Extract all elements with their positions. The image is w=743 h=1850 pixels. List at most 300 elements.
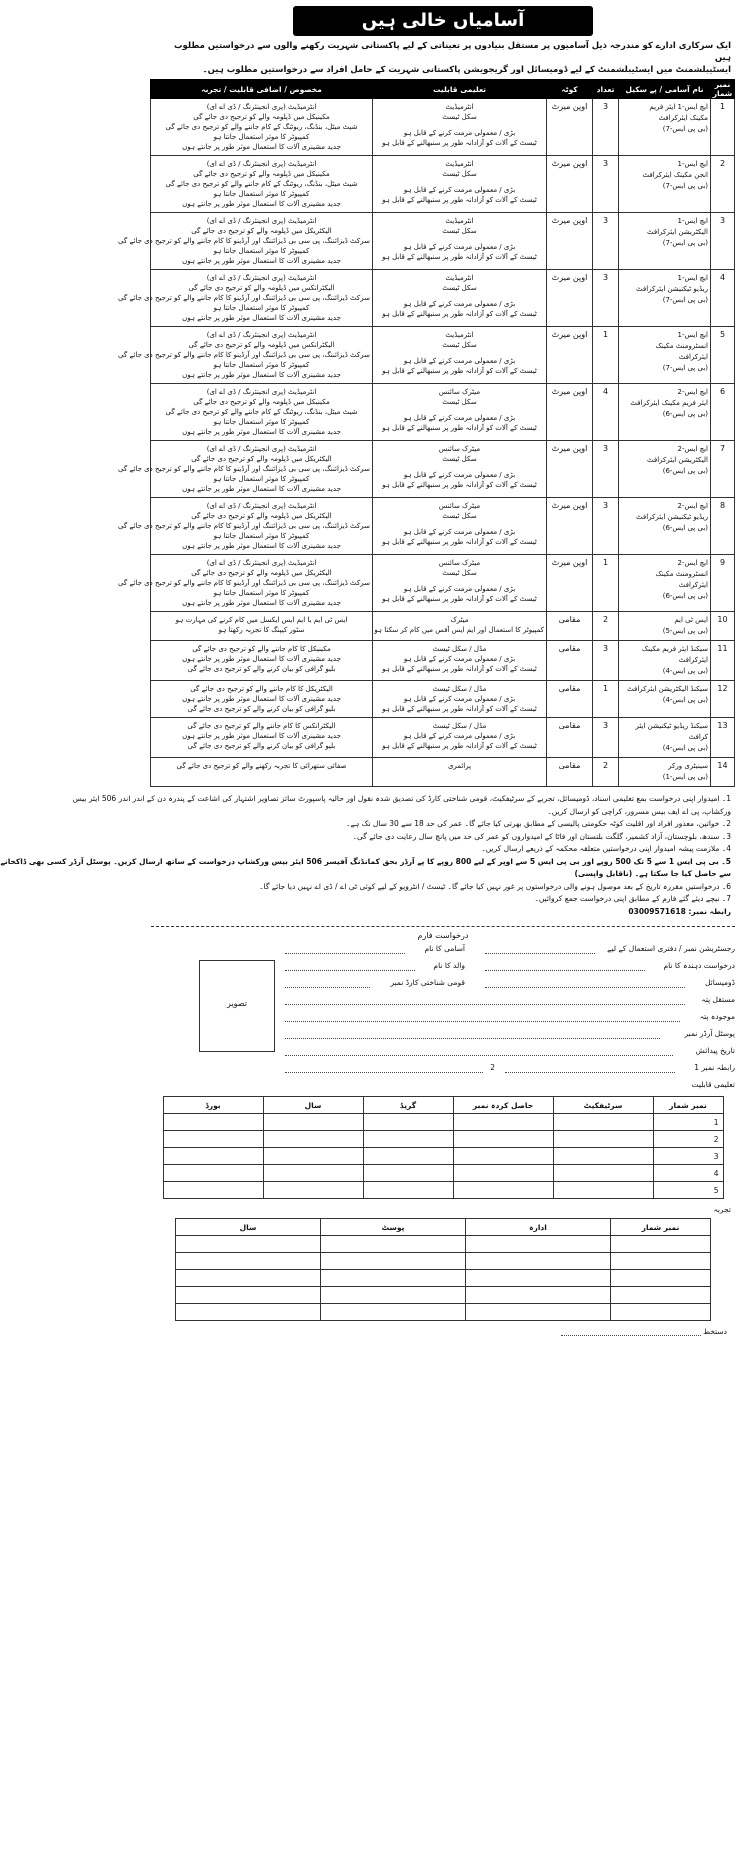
serial-number: 11	[711, 641, 735, 681]
education-requirement	[373, 718, 547, 758]
edu-col-header: بورڈ	[163, 1097, 263, 1114]
quota: اوپن میرٹ	[547, 99, 593, 156]
col-header: نمبر شمار	[711, 80, 735, 99]
reg-field[interactable]	[485, 944, 595, 954]
quota: اوپن میرٹ	[547, 384, 593, 441]
cell[interactable]	[363, 1148, 453, 1165]
domicile-label: ڈومیسائل	[705, 978, 735, 987]
experience-requirement-line: بلیو گرافی کو بیان کرنے والے کو ترجیح دی جائے گی	[187, 665, 336, 673]
cell[interactable]	[363, 1165, 453, 1182]
dob-label: تاریخ پیدائش	[695, 1046, 735, 1055]
cell[interactable]	[466, 1253, 611, 1270]
contact1-field[interactable]	[505, 1063, 675, 1073]
quota: مقامی	[547, 681, 593, 718]
cell[interactable]	[611, 1270, 711, 1287]
post-name-line: ریڈیو ٹیکنیشن ایئرکرافٹ	[636, 513, 708, 521]
signature-row	[151, 1321, 735, 1336]
cell[interactable]	[466, 1236, 611, 1253]
exp-col-header: نمبر شمار	[611, 1219, 711, 1236]
post-name	[619, 441, 711, 498]
quota: مقامی	[547, 718, 593, 758]
post-count: 1	[593, 327, 619, 384]
table-row	[151, 441, 735, 498]
experience-requirement-line: شیٹ میٹل، بنڈنگ، ریوٹنگ کے کام جاننے والے کو ترجیح دی جائے گی	[165, 180, 358, 188]
experience-requirement-line: سرکٹ ڈیزائننگ، پی سی بی ڈیزائننگ اور آرڈینو کا کام جاننے والے کو ترجیح دی جائے گی	[118, 237, 370, 245]
education-requirement-line: سکل ٹیسٹ	[442, 341, 477, 349]
cell[interactable]	[176, 1287, 321, 1304]
experience-requirement-line: جدید مشینری آلات کا استعمال موثر طور پر جانتے ہوں	[182, 655, 341, 663]
address-label: مستقل پتہ	[701, 995, 735, 1004]
form-row	[151, 944, 735, 958]
experience-requirement-line: جدید مشینری آلات کا استعمال موثر طور پر جانتے ہوں	[182, 200, 341, 208]
cell[interactable]	[176, 1253, 321, 1270]
experience-requirement-line: سرکٹ ڈیزائننگ، پی سی بی ڈیزائننگ اور آرڈینو کا کام جاننے والے کو ترجیح دی جائے گی	[118, 351, 370, 359]
col-header: تعلیمی قابلیت	[373, 80, 547, 99]
education-requirement-line: میٹرک سائنس	[438, 502, 481, 510]
table-row	[176, 1253, 711, 1270]
serial-number: 10	[711, 612, 735, 641]
cnic-field[interactable]	[285, 978, 370, 988]
education-requirement-line: بڑی / معمولی مرمت کرنے کے قابل ہو	[403, 585, 516, 593]
experience-requirement-line: جدید مشینری آلات کا استعمال موثر طور پر جانتے ہوں	[182, 314, 341, 322]
quota: اوپن میرٹ	[547, 441, 593, 498]
serial-number: 4	[711, 270, 735, 327]
education-requirement	[373, 498, 547, 555]
post-name-line: انجن مکینک ایئرکرافٹ	[642, 171, 708, 179]
note-line: 2۔ خواتین، معذور افراد اور اقلیت کوٹہ حکومتی پالیسی کے مطابق بھرتی کیا جائے گا۔ عمر کی حد 18 سے 30 سال تک ہے۔	[346, 819, 731, 828]
experience-requirement-line: جدید مشینری آلات کا استعمال موثر طور پر جانتے ہوں	[182, 732, 341, 740]
form-row	[151, 961, 735, 975]
experience-requirement	[151, 758, 373, 787]
form-row	[151, 978, 735, 992]
exp-col-header: سال	[176, 1219, 321, 1236]
cell[interactable]	[263, 1114, 363, 1131]
cell[interactable]	[263, 1148, 363, 1165]
education-requirement	[373, 441, 547, 498]
education-requirement	[373, 758, 547, 787]
cell[interactable]	[453, 1182, 553, 1199]
serial-number: 6	[711, 384, 735, 441]
experience-requirement-line: بلیو گرافی کو بیان کرنے والے کو ترجیح دی جائے گی	[187, 705, 336, 713]
post-name-line: ایس ٹی ایم	[674, 616, 708, 624]
experience-requirement-line: الیکٹریکل میں ڈپلومہ والے کو ترجیح دی جائے گی	[191, 455, 332, 463]
edu-col-header: سال	[263, 1097, 363, 1114]
table-row	[176, 1270, 711, 1287]
education-requirement-line: میٹرک سائنس	[438, 388, 481, 396]
post-name-line: الیکٹریشن ایئرکرافٹ	[646, 456, 708, 464]
post-name-line: ایچ ایس-1	[677, 274, 708, 282]
education-requirement-line: بڑی / معمولی مرمت کرنے کے قابل ہو	[403, 471, 516, 479]
post-name-line: (بی پی ایس-7)	[662, 364, 708, 372]
experience-requirement-line: الیکٹرانکس میں ڈپلومہ والے کو ترجیح دی جائے گی	[188, 284, 335, 292]
vacancies-table	[118, 79, 735, 787]
post-name-line: سیکنڈ ریڈیو ٹیکنیشن ایئر	[635, 722, 708, 730]
intro-line: ایک سرکاری ادارے کو مندرجہ ذیل آسامیوں پر مستقل بنیادوں پر تعیناتی کے لیے پاکستانی شہریت رکھنے والوں سے درخواستیں مطلوب ہیں	[173, 41, 731, 63]
signature-field[interactable]	[561, 1335, 701, 1336]
col-header: نام آسامی / پے سکیل	[619, 80, 711, 99]
post-count: 1	[593, 681, 619, 718]
cell[interactable]	[453, 1148, 553, 1165]
education-requirement	[373, 641, 547, 681]
cnic-label: قومی شناختی کارڈ نمبر	[390, 978, 465, 987]
cell[interactable]	[611, 1253, 711, 1270]
post-name	[619, 758, 711, 787]
post-count: 3	[593, 441, 619, 498]
education-label: تعلیمی قابلیت	[691, 1080, 735, 1089]
post-name-line: ریڈیو ٹیکنیشن ایئرکرافٹ	[636, 285, 708, 293]
education-requirement-line: انٹرمیڈیٹ	[445, 331, 474, 339]
cell[interactable]	[163, 1131, 263, 1148]
post-name-line: (بی پی ایس-4)	[662, 667, 708, 675]
education-requirement-line: کمپیوٹر کا استعمال اور ایم ایس آفس میں کام کر سکتا ہو	[374, 626, 544, 634]
post-name	[619, 498, 711, 555]
education-requirement-line: بڑی / معمولی مرمت کرنے کے قابل ہو	[403, 129, 516, 137]
contact2-field[interactable]	[285, 1063, 483, 1073]
education-requirement-line: ٹیسٹ کے آلات کو آزادانہ طور پر سنبھالنے کے قابل ہو	[382, 424, 537, 432]
post-count: 3	[593, 498, 619, 555]
row-number: 2	[653, 1131, 723, 1148]
education-requirement-line: میٹرک سائنس	[438, 445, 481, 453]
post-count: 3	[593, 156, 619, 213]
signature-label: دستخط	[703, 1327, 727, 1336]
post-name	[619, 641, 711, 681]
contact1-label: رابطہ نمبر 1	[694, 1063, 735, 1072]
vacancies-table-body	[118, 99, 735, 787]
cell[interactable]	[321, 1270, 466, 1287]
table-row	[151, 270, 735, 327]
cell[interactable]	[263, 1165, 363, 1182]
applicant-label: درخواست دہندہ کا نام	[663, 961, 735, 970]
post-name-line: (بی پی ایس-4)	[662, 696, 708, 704]
father-label: والد کا نام	[433, 961, 465, 970]
experience-requirement-line: جدید مشینری آلات کا استعمال موثر طور پر جانتے ہوں	[182, 485, 341, 493]
note-line: ورکشاپ، پی اے ایف بیس مسرور، کراچی کو ارسال کریں۔	[547, 806, 731, 816]
table-row	[163, 1182, 723, 1199]
quota: مقامی	[547, 758, 593, 787]
experience-requirement	[118, 270, 373, 327]
row-number: 4	[653, 1165, 723, 1182]
post-name	[619, 555, 711, 612]
experience-requirement-line: سرکٹ ڈیزائننگ، پی سی بی ڈیزائننگ اور آرڈینو کا کام جاننے والے کو ترجیح دی جائے گی	[118, 522, 370, 530]
edu-col-header: سرٹیفکیٹ	[553, 1097, 653, 1114]
experience-requirement-line: الیکٹریکل کا کام جاننے والے کو ترجیح دی جائے گی	[190, 685, 333, 693]
experience-requirement-line: کمپیوٹر کا موثر استعمال جانتا ہو	[213, 133, 310, 141]
education-requirement-line: سکل ٹیسٹ	[442, 113, 477, 121]
table-row	[151, 327, 735, 384]
education-requirement-line: ٹیسٹ کے آلات کو آزادانہ طور پر سنبھالنے کے قابل ہو	[382, 742, 537, 750]
experience-requirement-line: انٹرمیڈیٹ (پری انجینئرنگ / ڈی اے ای)	[206, 445, 317, 453]
experience-requirement-line: صفائی ستھرائی کا تجربہ رکھنے والے کو ترجیح دی جائے گی	[176, 762, 347, 770]
form-row	[151, 1012, 735, 1026]
note-line: 4۔ ملازمت پیشہ امیدوار اپنی درخواستیں متعلقہ محکمہ کے ذریعے ارسال کریں۔	[481, 844, 731, 853]
education-requirement	[373, 213, 547, 270]
cell[interactable]	[321, 1253, 466, 1270]
contact-number: رابطہ نمبر: 03009571618	[628, 906, 731, 916]
experience-requirement-line: کمپیوٹر کا موثر استعمال جانتا ہو	[213, 589, 310, 597]
post-count: 4	[593, 384, 619, 441]
cell[interactable]	[176, 1304, 321, 1321]
table-row	[151, 156, 735, 213]
experience-requirement-line: مکینیکل کا کام جاننے والے کو ترجیح دی جائے گی	[192, 645, 331, 653]
education-requirement-line: بڑی / معمولی مرمت کرنے کے قابل ہو	[403, 655, 516, 663]
experience-requirement-line: انٹرمیڈیٹ (پری انجینئرنگ / ڈی اے ای)	[206, 160, 317, 168]
cell[interactable]	[176, 1270, 321, 1287]
experience-requirement-line: الیکٹرانکس میں ڈپلومہ والے کو ترجیح دی جائے گی	[188, 341, 335, 349]
education-requirement-line: سکل ٹیسٹ	[442, 512, 477, 520]
note-line: 5۔ بی پی ایس 1 سے 5 تک 500 روپے اور بی پی ایس 5 سے اوپر کے لیے 800 روپے کا پے آرڈر بحق کمانڈنگ آفیسر 506 ایئر بیس ورکشاپ درخواست کے ساتھ ارسال کریں۔ پوسٹل آرڈر کسی بھی ڈاکخانے	[0, 856, 731, 866]
post-name-line: ایچ ایس-1 ایئر فریم	[649, 103, 708, 111]
serial-number: 8	[711, 498, 735, 555]
table-row	[163, 1131, 723, 1148]
cell[interactable]	[466, 1287, 611, 1304]
experience-requirement-line: کمپیوٹر کا موثر استعمال جانتا ہو	[213, 532, 310, 540]
post-name-line: سیکنڈ ایئر فریم مکینک	[641, 645, 708, 653]
education-requirement-line: انٹرمیڈیٹ	[445, 103, 474, 111]
experience-requirement-line: کمپیوٹر کا موثر استعمال جانتا ہو	[213, 418, 310, 426]
post-label: آسامی کا نام	[424, 944, 465, 953]
education-requirement-line: سکل ٹیسٹ	[442, 569, 477, 577]
table-header-row	[151, 80, 735, 99]
quota: اوپن میرٹ	[547, 498, 593, 555]
education-header-row	[163, 1097, 723, 1114]
experience-requirement-line: مکینیکل میں ڈپلومہ والے کو ترجیح دی جائے گی	[193, 170, 330, 178]
experience-requirement-line: انٹرمیڈیٹ (پری انجینئرنگ / ڈی اے ای)	[206, 331, 317, 339]
education-requirement-line: سکل ٹیسٹ	[442, 227, 477, 235]
form-row	[151, 1046, 735, 1060]
dob-field[interactable]	[285, 1046, 673, 1056]
education-requirement	[373, 156, 547, 213]
post-name	[619, 384, 711, 441]
table-row	[151, 612, 735, 641]
experience-requirement-line: انٹرمیڈیٹ (پری انجینئرنگ / ڈی اے ای)	[206, 559, 317, 567]
education-requirement-line: مڈل / سکل ٹیسٹ	[432, 685, 487, 693]
education-requirement-line: سکل ٹیسٹ	[442, 455, 477, 463]
post-name-line: ایچ ایس-2	[677, 502, 708, 510]
cell[interactable]	[611, 1287, 711, 1304]
experience-requirement-line: شیٹ میٹل، بنڈنگ، ریوٹنگ کے کام جاننے والے کو ترجیح دی جائے گی	[165, 408, 358, 416]
experience-header-row	[176, 1219, 711, 1236]
education-requirement-line: بڑی / معمولی مرمت کرنے کے قابل ہو	[403, 528, 516, 536]
post-name-line: مکینک ایئرکرافٹ	[658, 114, 708, 122]
post-name-line: الیکٹریشن ایئرکرافٹ	[646, 228, 708, 236]
col-header: مخصوص / اضافی قابلیت / تجربہ	[151, 80, 373, 99]
father-field[interactable]	[285, 961, 415, 971]
experience-requirement	[118, 213, 373, 270]
col-header: تعداد	[593, 80, 619, 99]
form-row	[151, 1029, 735, 1043]
post-name-line: سیکنڈ الیکٹریشن ایئرکرافٹ	[627, 685, 708, 693]
experience-requirement-line: سرکٹ ڈیزائننگ، پی سی بی ڈیزائننگ اور آرڈینو کا کام جاننے والے کو ترجیح دی جائے گی	[118, 465, 370, 473]
experience-requirement-line: انٹرمیڈیٹ (پری انجینئرنگ / ڈی اے ای)	[206, 502, 317, 510]
education-requirement-line: ٹیسٹ کے آلات کو آزادانہ طور پر سنبھالنے کے قابل ہو	[382, 253, 537, 261]
post-name	[619, 327, 711, 384]
education-requirement-line: ٹیسٹ کے آلات کو آزادانہ طور پر سنبھالنے کے قابل ہو	[382, 595, 537, 603]
experience-requirement-line: کمپیوٹر کا موثر استعمال جانتا ہو	[213, 361, 310, 369]
postal-label: پوسٹل آرڈر نمبر	[684, 1029, 735, 1038]
post-name-line: (بی پی ایس-7)	[662, 182, 708, 190]
cell[interactable]	[321, 1287, 466, 1304]
table-row	[163, 1165, 723, 1182]
post-count: 3	[593, 270, 619, 327]
experience-requirement-line: انٹرمیڈیٹ (پری انجینئرنگ / ڈی اے ای)	[206, 388, 317, 396]
form-row	[151, 1063, 735, 1077]
cell[interactable]	[263, 1131, 363, 1148]
cell[interactable]	[321, 1236, 466, 1253]
post-name-line: (بی پی ایس-6)	[662, 524, 708, 532]
post-name-line: انسٹرومنٹ مکینک	[655, 342, 708, 350]
quota: مقامی	[547, 612, 593, 641]
education-requirement	[373, 681, 547, 718]
cell[interactable]	[453, 1165, 553, 1182]
table-row	[163, 1148, 723, 1165]
experience-requirement	[118, 498, 373, 555]
table-row	[151, 99, 735, 156]
experience-requirement-line: مکینیکل میں ڈپلومہ والے کو ترجیح دی جائے گی	[193, 398, 330, 406]
education-requirement-line: انٹرمیڈیٹ	[445, 217, 474, 225]
cell[interactable]	[466, 1270, 611, 1287]
experience-requirement-line: کمپیوٹر کا موثر استعمال جانتا ہو	[213, 304, 310, 312]
post-name	[619, 718, 711, 758]
cell[interactable]	[363, 1114, 453, 1131]
cell[interactable]	[553, 1131, 653, 1148]
education-requirement-line: سکل ٹیسٹ	[442, 398, 477, 406]
cell[interactable]	[553, 1114, 653, 1131]
education-requirement-line: بڑی / معمولی مرمت کرنے کے قابل ہو	[403, 186, 516, 194]
post-field[interactable]	[285, 944, 405, 954]
education-requirement-line: ٹیسٹ کے آلات کو آزادانہ طور پر سنبھالنے کے قابل ہو	[382, 139, 537, 147]
cell[interactable]	[321, 1304, 466, 1321]
cell[interactable]	[163, 1182, 263, 1199]
post-name-line: ایچ ایس-2	[677, 559, 708, 567]
serial-number: 7	[711, 441, 735, 498]
post-name-line: سینیٹری ورکر	[668, 762, 708, 770]
experience-requirement-line: بلیو گرافی کو بیان کرنے والے کو ترجیح دی جائے گی	[187, 742, 336, 750]
cell[interactable]	[363, 1131, 453, 1148]
cell[interactable]	[363, 1182, 453, 1199]
table-row	[176, 1287, 711, 1304]
application-form	[151, 944, 735, 1094]
cell[interactable]	[263, 1182, 363, 1199]
post-name	[619, 213, 711, 270]
address-field[interactable]	[285, 995, 685, 1005]
table-row	[163, 1114, 723, 1131]
post-name-line: (بی پی ایس-6)	[662, 467, 708, 475]
education-requirement	[373, 384, 547, 441]
post-name	[619, 270, 711, 327]
post-count: 3	[593, 99, 619, 156]
vacancies-banner: آسامیاں خالی ہیں	[293, 6, 593, 36]
post-name-line: (بی پی ایس-5)	[662, 627, 708, 635]
current-address-field[interactable]	[285, 1012, 680, 1022]
education-requirement-line: بڑی / معمولی مرمت کرنے کے قابل ہو	[403, 300, 516, 308]
education-requirement-line: میٹرک	[450, 616, 469, 624]
table-row	[151, 681, 735, 718]
cell[interactable]	[163, 1148, 263, 1165]
postal-field[interactable]	[285, 1029, 660, 1039]
quota: اوپن میرٹ	[547, 555, 593, 612]
experience-requirement-line: جدید مشینری آلات کا استعمال موثر طور پر جانتے ہوں	[182, 371, 341, 379]
quota: اوپن میرٹ	[547, 270, 593, 327]
cell[interactable]	[611, 1236, 711, 1253]
experience-requirement-line: انٹرمیڈیٹ (پری انجینئرنگ / ڈی اے ای)	[206, 274, 317, 282]
post-name	[619, 612, 711, 641]
post-name-line: ایئرکرافٹ	[678, 656, 708, 664]
post-name-line: ایچ ایس-1	[677, 331, 708, 339]
education-requirement-line: ٹیسٹ کے آلات کو آزادانہ طور پر سنبھالنے کے قابل ہو	[382, 705, 537, 713]
experience-requirement-line: الیکٹرانکس کا کام جاننے والے کو ترجیح دی جائے گی	[187, 722, 336, 730]
cell[interactable]	[163, 1165, 263, 1182]
cell[interactable]	[611, 1304, 711, 1321]
instructions	[0, 787, 735, 920]
cell[interactable]	[553, 1148, 653, 1165]
post-name-line: (بی پی ایس-1)	[662, 773, 708, 781]
serial-number: 9	[711, 555, 735, 612]
education-requirement-line: مڈل / سکل ٹیسٹ	[432, 645, 487, 653]
cell[interactable]	[466, 1304, 611, 1321]
education-requirement-line: ٹیسٹ کے آلات کو آزادانہ طور پر سنبھالنے کے قابل ہو	[382, 538, 537, 546]
table-row	[176, 1304, 711, 1321]
experience-requirement-line: سٹور کیپنگ کا تجربہ رکھتا ہو	[218, 626, 305, 634]
experience-table-body	[176, 1236, 711, 1321]
post-count: 3	[593, 718, 619, 758]
row-number: 1	[653, 1114, 723, 1131]
post-name-line: ایچ ایس-2	[677, 388, 708, 396]
experience-requirement	[151, 99, 373, 156]
photo-label: تصویر	[227, 999, 247, 1008]
education-table	[163, 1096, 724, 1199]
cell[interactable]	[453, 1131, 553, 1148]
education-requirement-line: ٹیسٹ کے آلات کو آزادانہ طور پر سنبھالنے کے قابل ہو	[382, 665, 537, 673]
cell[interactable]	[453, 1114, 553, 1131]
exp-col-header: ادارہ	[466, 1219, 611, 1236]
edu-col-header: گریڈ	[363, 1097, 453, 1114]
row-number: 3	[653, 1148, 723, 1165]
serial-number: 13	[711, 718, 735, 758]
cell[interactable]	[553, 1165, 653, 1182]
experience-requirement	[151, 641, 373, 681]
post-name-line: (بی پی ایس-7)	[662, 296, 708, 304]
education-requirement-line: انٹرمیڈیٹ	[445, 160, 474, 168]
experience-requirement-line: جدید مشینری آلات کا استعمال موثر طور پر جانتے ہوں	[182, 257, 341, 265]
table-row	[151, 718, 735, 758]
applicant-field[interactable]	[485, 961, 645, 971]
cell[interactable]	[553, 1182, 653, 1199]
table-row	[151, 641, 735, 681]
experience-label: تجربہ	[713, 1205, 731, 1214]
experience-requirement-line: جدید مشینری آلات کا استعمال موثر طور پر جانتے ہوں	[182, 599, 341, 607]
quota: مقامی	[547, 641, 593, 681]
experience-requirement-line: کمپیوٹر کا موثر استعمال جانتا ہو	[213, 475, 310, 483]
cell[interactable]	[176, 1236, 321, 1253]
post-count: 1	[593, 555, 619, 612]
education-requirement-line: بڑی / معمولی مرمت کرنے کے قابل ہو	[403, 243, 516, 251]
experience-requirement-line: جدید مشینری آلات کا استعمال موثر طور پر جانتے ہوں	[182, 542, 341, 550]
post-name-line: ایئرکرافٹ	[678, 353, 708, 361]
post-name-line: ایچ ایس-1	[677, 160, 708, 168]
cell[interactable]	[163, 1114, 263, 1131]
domicile-field[interactable]	[485, 978, 685, 988]
experience-requirement-line: جدید مشینری آلات کا استعمال موثر طور پر جانتے ہوں	[182, 428, 341, 436]
exp-col-header: پوسٹ	[321, 1219, 466, 1236]
quota: اوپن میرٹ	[547, 327, 593, 384]
experience-requirement	[151, 718, 373, 758]
post-name-line: (بی پی ایس-7)	[662, 125, 708, 133]
cut-line	[151, 926, 735, 927]
experience-requirement	[151, 384, 373, 441]
intro-line: ایسٹیبلشمنٹ میں ایسٹیبلشمنٹ کے لیے ڈومیسائل اور گریجویشن پاکستانی شہریت کے حامل افراد سے درخواستیں مطلوب ہیں۔	[202, 65, 731, 75]
education-requirement-line: بڑی / معمولی مرمت کرنے کے قابل ہو	[403, 357, 516, 365]
education-requirement-line: بڑی / معمولی مرمت کرنے کے قابل ہو	[403, 732, 516, 740]
